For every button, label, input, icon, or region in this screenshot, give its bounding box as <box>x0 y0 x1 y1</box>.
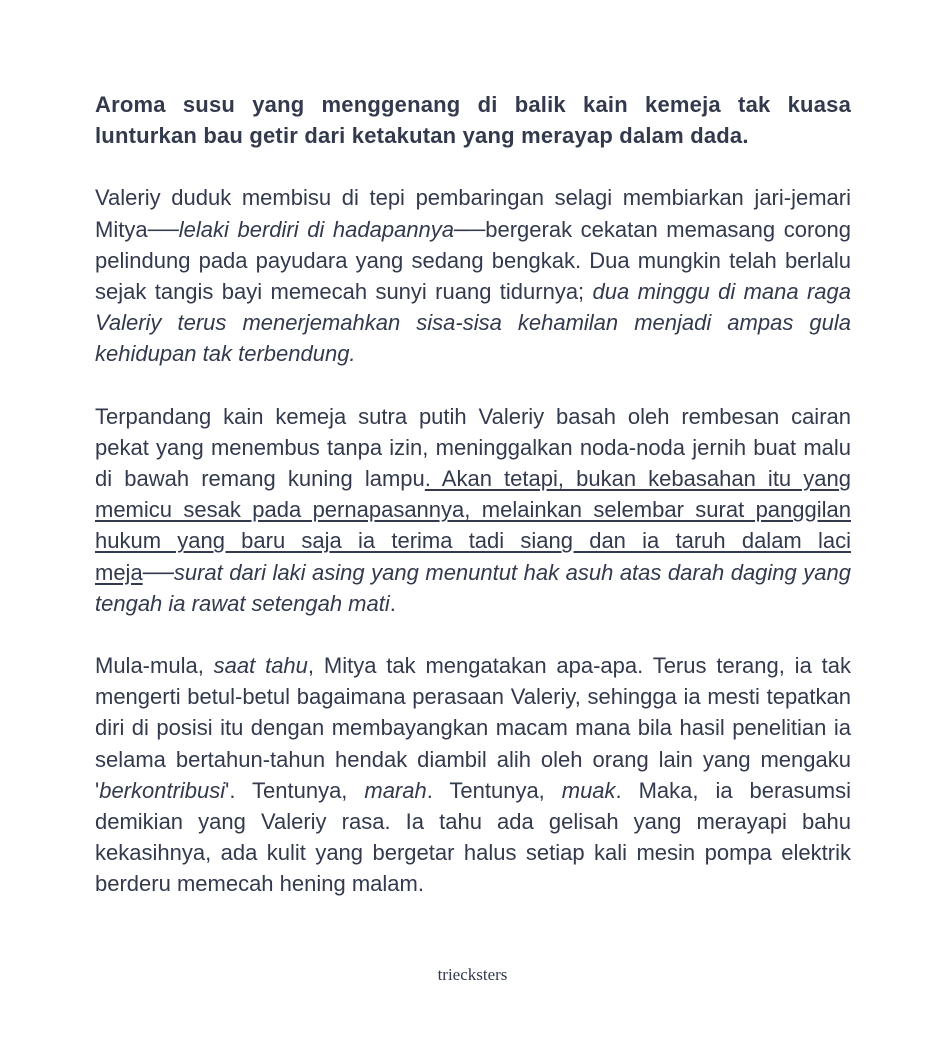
underlined-phrase: . Akan tetapi, bukan kebasahan itu yang memicu sesak pada pernapasannya, melainkan selembar surat panggilan hukum yang baru saja ia terima tadi siang dan ia taruh dalam laci meja <box>95 466 851 585</box>
italic-phrase: dua minggu di mana raga Valeriy terus menerjemahkan sisa-sisa kehamilan menjadi ampas gula kehidupan tak terbendung. <box>95 279 852 367</box>
story-text <box>95 89 851 900</box>
paragraph-3: Terpandang kain kemeja sutra putih Valeriy basah oleh rembesan cairan pekat yang menembus tanpa izin, meninggalkan noda-noda jernih buat malu di bawah remang kuning lampu. Akan tetapi, bukan kebasahan itu yang memicu sesak pada pernapasannya, melainkan selembar surat panggilan hukum yang baru saja ia terima tadi siang dan ia taruh dalam laci meja──surat dari laki asing yang menuntut hak asuh atas darah daging yang tengah ia rawat setengah mati. <box>95 403 851 616</box>
italic-phrase: lelaki berdiri di hadapannya <box>178 216 455 242</box>
italic-phrase: marah <box>364 777 427 803</box>
opening-paragraph: Aroma susu yang menggenang di balik kain kemeja tak kuasa lunturkan bau getir dari ketakutan yang merayap dalam dada. <box>95 92 851 149</box>
italic-phrase: muak <box>561 777 616 803</box>
italic-phrase: surat dari laki asing yang menuntut hak asuh atas darah daging yang tengah ia rawat setengah mati <box>95 559 851 616</box>
em-dash: ── <box>147 216 179 242</box>
paragraph-2: Valeriy duduk membisu di tepi pembaringan selagi membiarkan jari-jemari Mitya──lelaki berdiri di hadapannya──bergerak cekatan memasang corong pelindung pada payudara yang sedang bengkak. Dua mungkin telah berlalu sejak tangis bayi memecah sunyi ruang tidurnya; dua minggu di mana raga Valeriy terus menerjemahkan sisa-sisa kehamilan menjadi ampas gula kehidupan tak terbendung. <box>95 185 852 367</box>
em-dash: ── <box>454 216 486 242</box>
italic-phrase: saat tahu <box>213 653 308 679</box>
italic-phrase: berkontribusi <box>99 777 226 803</box>
paragraph-4: Mula-mula, saat tahu, Mitya tak mengatakan apa-apa. Terus terang, ia tak mengerti betul-betul bagaimana perasaan Valeriy, sehingga ia mesti tepatkan diri di posisi itu dengan membayangkan macam mana bila hasil penelitian ia selama bertahun-tahun hendak diambil alih oleh orang lain yang mengaku 'berkontribusi'. Tentunya, marah. Tentunya, muak. Maka, ia berasumsi demikian yang Valeriy rasa. Ia tahu ada gelisah yang merayapi bahu kekasihnya, ada kulit yang bergetar halus setiap kali mesin pompa elektrik berderu memecah hening malam. <box>95 653 852 897</box>
footer-signature: triecksters <box>437 965 508 984</box>
em-dash: ── <box>142 559 174 585</box>
